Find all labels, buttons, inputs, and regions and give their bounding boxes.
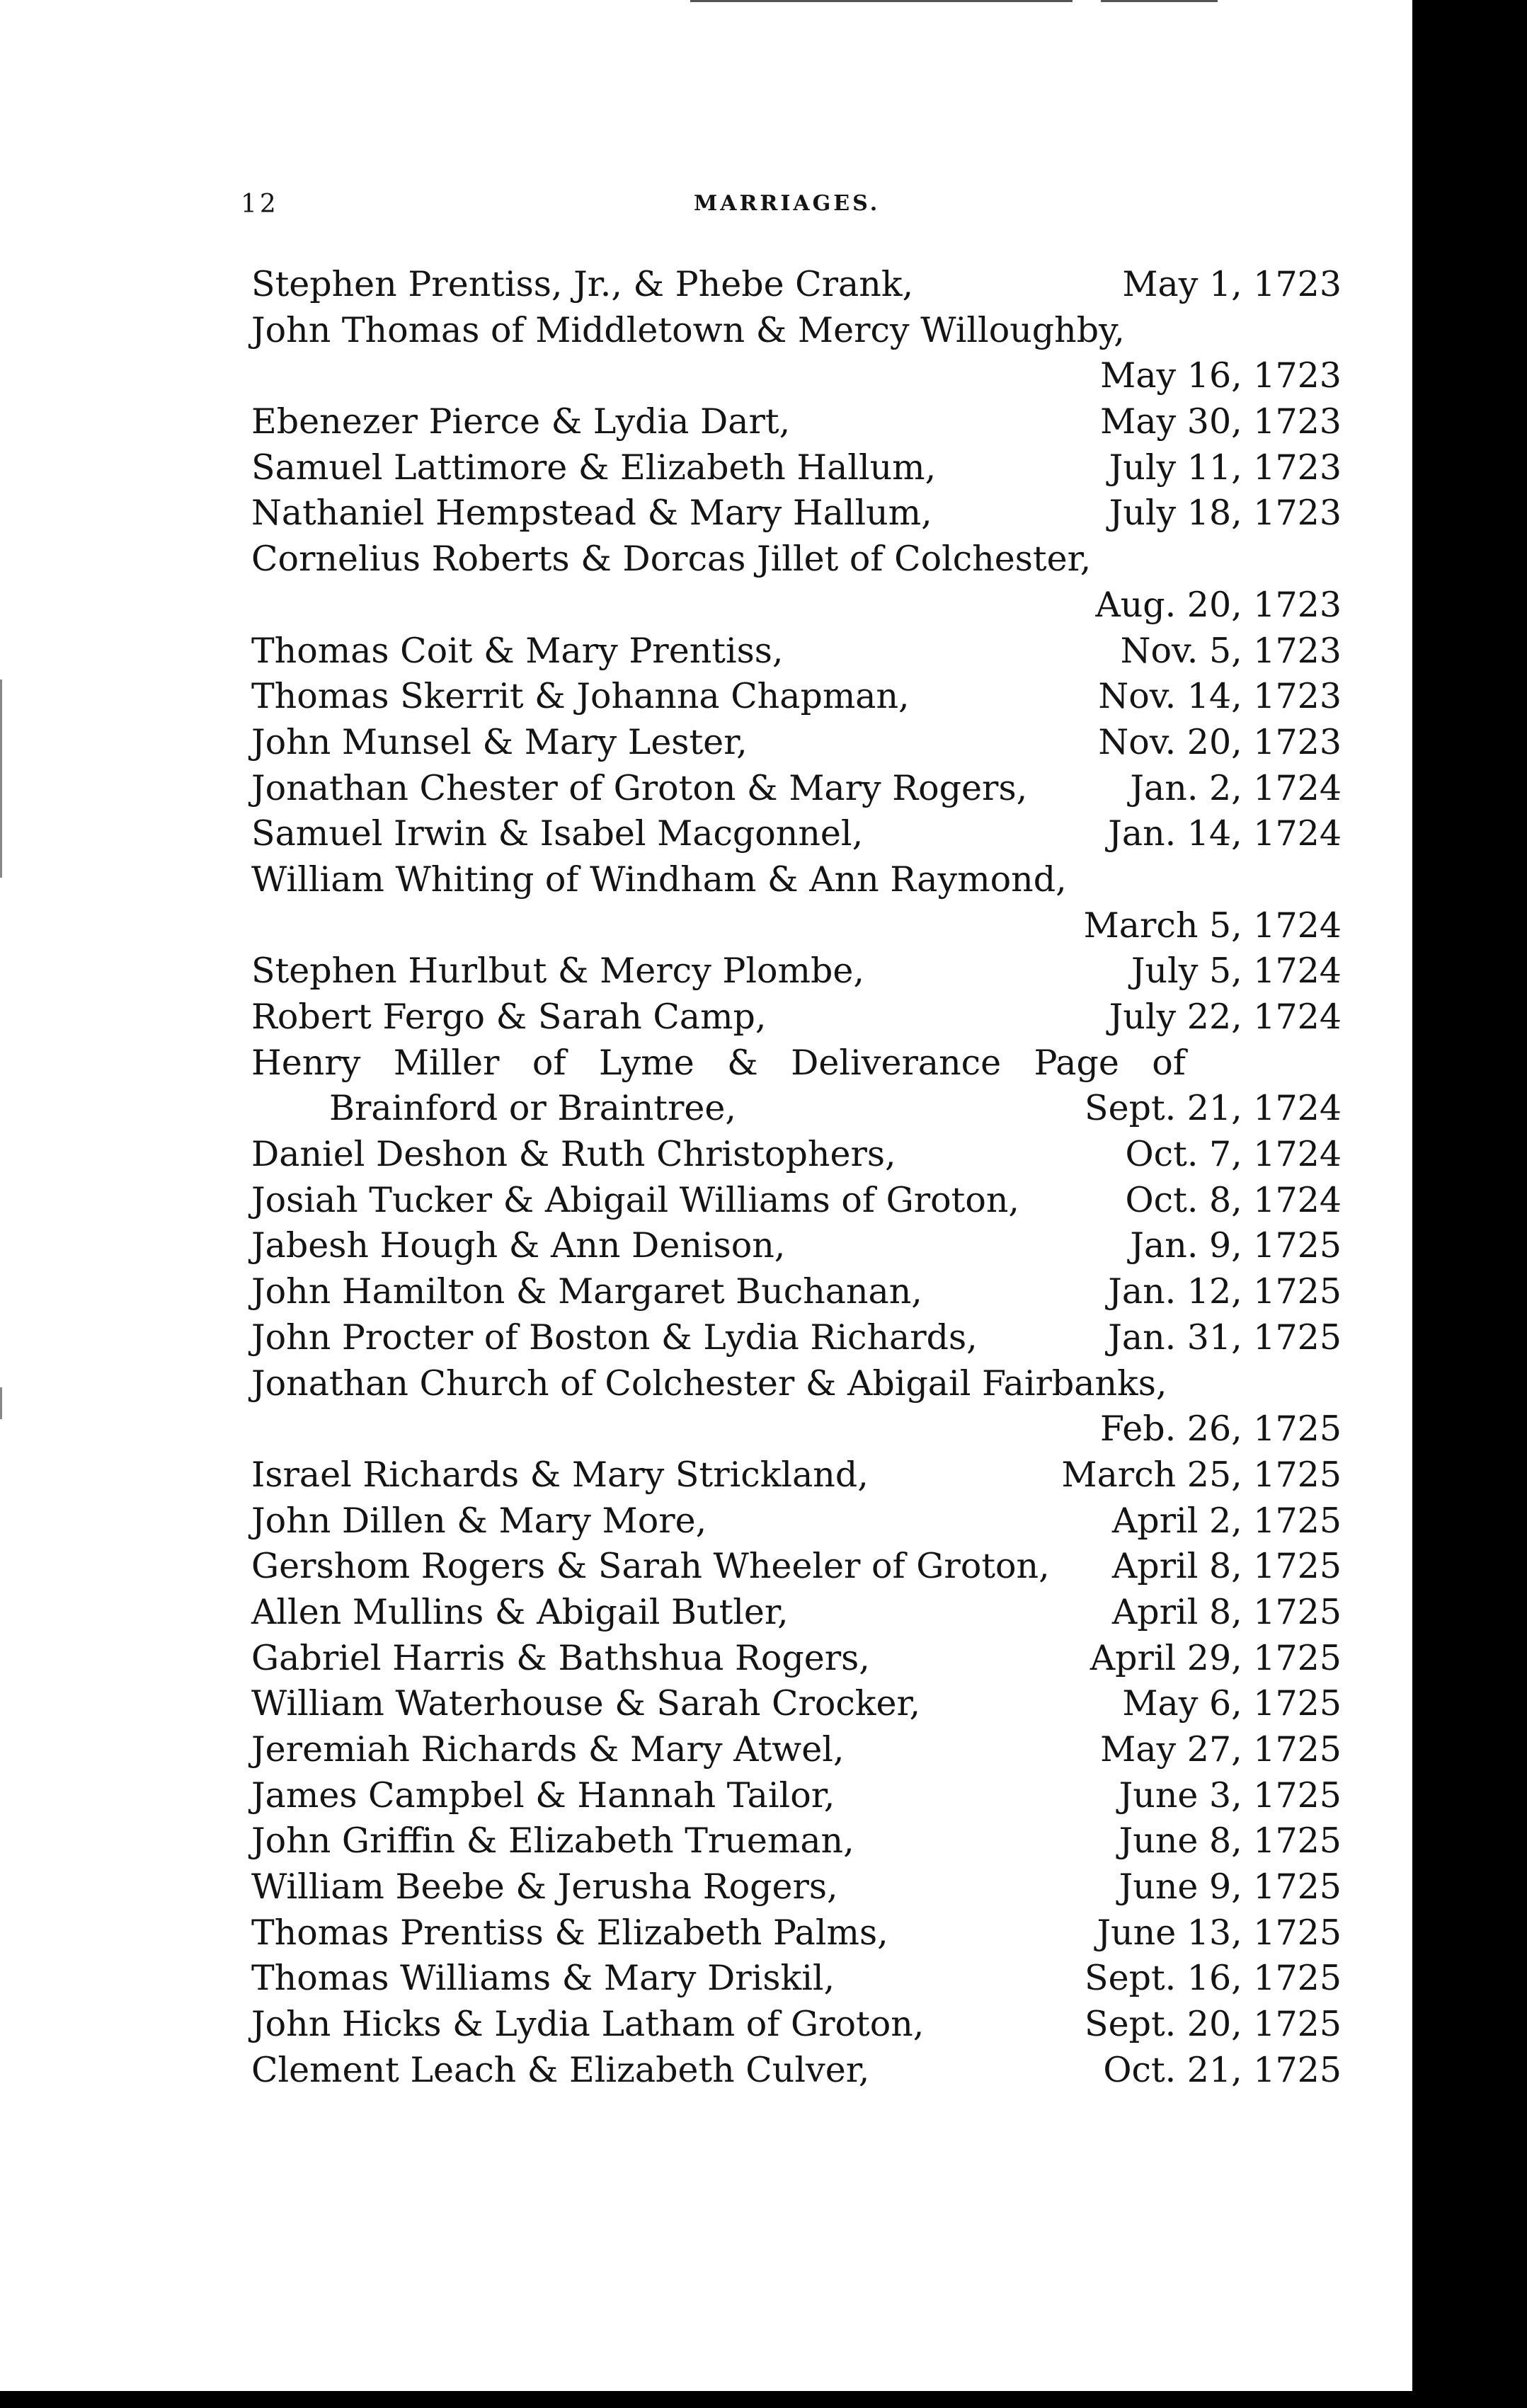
scan-edge-rule: [1101, 0, 1218, 2]
entry-names: Clement Leach & Elizabeth Culver,: [251, 2049, 870, 2090]
entry-date: Jan. 12, 1725: [1108, 1271, 1342, 1312]
entry-names: Samuel Irwin & Isabel Macgonnel,: [251, 813, 864, 854]
entry-date: Jan. 2, 1724: [1130, 767, 1342, 808]
entry-names: Thomas Coit & Mary Prentiss,: [251, 630, 784, 671]
entry-date: July 11, 1723: [1109, 447, 1342, 488]
entry-date: May 27, 1725: [1100, 1729, 1342, 1770]
entry-names: William Whiting of Windham & Ann Raymond,: [251, 859, 1067, 900]
entry-line: [251, 857, 1342, 903]
entry-names: Jeremiah Richards & Mary Atwel,: [251, 1729, 845, 1770]
entry-date: June 9, 1725: [1119, 1867, 1342, 1908]
entry-word: Miller: [393, 1042, 500, 1083]
entry-line: [251, 948, 1342, 994]
entry-names: William Beebe & Jerusha Rogers,: [251, 1867, 838, 1908]
entry-line: [251, 262, 1342, 308]
entry-line: [251, 1086, 1342, 1132]
entry-names: John Dillen & Mary More,: [251, 1500, 707, 1541]
entry-line: [251, 1361, 1342, 1407]
entry-line: [251, 583, 1342, 629]
entry-line: [251, 766, 1342, 812]
entry-names: Nathaniel Hempstead & Mary Hallum,: [251, 493, 932, 534]
entry-line: [251, 1269, 1342, 1315]
scan-edge-mark: [0, 680, 2, 878]
entry-names: Jonathan Church of Colchester & Abigail Fairbanks,: [251, 1363, 1167, 1404]
entry-word: Henry: [251, 1042, 361, 1083]
entry-date: March 25, 1725: [1061, 1454, 1342, 1495]
entry-names: [251, 1040, 1186, 1087]
marriage-list: [251, 262, 1342, 2094]
entry-names: Robert Fergo & Sarah Camp,: [251, 997, 767, 1037]
entry-line: [251, 1864, 1342, 1910]
running-head: MARRIAGES.: [694, 191, 881, 216]
entry-names: Stephen Prentiss, Jr., & Phebe Crank,: [251, 264, 914, 304]
entry-line: [251, 1498, 1342, 1544]
entry-word: &: [727, 1042, 758, 1083]
entry-line: [251, 1681, 1342, 1727]
entry-line: [251, 2002, 1342, 2048]
entry-word: of: [1152, 1042, 1186, 1083]
entry-names: Jabesh Hough & Ann Denison,: [251, 1225, 786, 1266]
entry-line: [251, 1544, 1342, 1590]
entry-names: John Hicks & Lydia Latham of Groton,: [251, 2004, 925, 2045]
entry-line: [251, 2048, 1342, 2094]
entry-date: April 8, 1725: [1111, 1591, 1342, 1632]
entry-date: Sept. 16, 1725: [1085, 1958, 1342, 1999]
entry-names: John Munsel & Mary Lester,: [251, 721, 748, 762]
entry-line: [251, 1452, 1342, 1498]
entry-line: [251, 1956, 1342, 2002]
entry-line: [251, 1223, 1342, 1269]
entry-line: [251, 537, 1342, 583]
entry-names: Brainford or Braintree,: [329, 1088, 736, 1129]
entry-date: Sept. 20, 1725: [1085, 2004, 1342, 2045]
entry-date: Jan. 14, 1724: [1108, 813, 1342, 854]
entry-line: [251, 353, 1342, 399]
entry-date: July 5, 1724: [1131, 951, 1342, 992]
entry-line: [251, 994, 1342, 1040]
entry-names: Gabriel Harris & Bathshua Rogers,: [251, 1637, 870, 1678]
entry-names: Jonathan Chester of Groton & Mary Rogers,: [251, 767, 1028, 808]
entry-date: Sept. 21, 1724: [1085, 1088, 1342, 1129]
page-header: [241, 190, 1338, 225]
entry-date: June 13, 1725: [1097, 1912, 1342, 1953]
entry-line: [251, 1040, 1342, 1087]
entry-line: [251, 1406, 1342, 1452]
entry-names: Daniel Deshon & Ruth Christophers,: [251, 1134, 896, 1175]
entry-line: [251, 720, 1342, 766]
entry-date: May 30, 1723: [1100, 401, 1342, 442]
scan-border-bottom: [0, 2391, 1527, 2408]
entry-date: Oct. 21, 1725: [1103, 2049, 1342, 2090]
entry-date: April 29, 1725: [1090, 1637, 1342, 1678]
entry-names: William Waterhouse & Sarah Crocker,: [251, 1683, 921, 1724]
entry-date: Feb. 26, 1725: [1099, 1409, 1342, 1450]
entry-line: [251, 491, 1342, 537]
entry-date: Jan. 9, 1725: [1130, 1225, 1342, 1266]
entry-names: Israel Richards & Mary Strickland,: [251, 1454, 869, 1495]
entry-line: [251, 399, 1342, 445]
entry-line: [251, 1636, 1342, 1682]
entry-date: Nov. 5, 1723: [1120, 630, 1342, 671]
scan-edge-mark: [0, 1387, 2, 1419]
entry-line: [251, 1818, 1342, 1864]
entry-names: James Campbel & Hannah Tailor,: [251, 1775, 835, 1816]
entry-date: May 16, 1723: [1100, 355, 1342, 396]
entry-date: July 22, 1724: [1109, 997, 1342, 1037]
entry-word: Deliverance: [791, 1042, 1002, 1083]
entry-line: [251, 1178, 1342, 1224]
entry-date: April 8, 1725: [1111, 1546, 1342, 1587]
entry-date: June 8, 1725: [1119, 1821, 1342, 1862]
entry-names: Thomas Williams & Mary Driskil,: [251, 1958, 835, 1999]
entry-line: [251, 445, 1342, 491]
entry-date: Aug. 20, 1723: [1095, 584, 1342, 625]
entry-date: May 1, 1723: [1122, 264, 1342, 304]
entry-names: John Griffin & Elizabeth Trueman,: [251, 1821, 854, 1862]
entry-names: Allen Mullins & Abigail Butler,: [251, 1591, 789, 1632]
entry-names: Thomas Prentiss & Elizabeth Palms,: [251, 1912, 888, 1953]
entry-date: Jan. 31, 1725: [1108, 1317, 1342, 1358]
entry-line: [251, 1132, 1342, 1178]
entry-names: Cornelius Roberts & Dorcas Jillet of Colchester,: [251, 539, 1092, 580]
scan-border-right: [1412, 0, 1527, 2408]
entry-names: Stephen Hurlbut & Mercy Plombe,: [251, 951, 864, 992]
entry-date: Nov. 20, 1723: [1098, 721, 1342, 762]
entry-names: John Hamilton & Margaret Buchanan,: [251, 1271, 922, 1312]
entry-date: Oct. 8, 1724: [1125, 1179, 1342, 1220]
entry-date: May 6, 1725: [1122, 1683, 1342, 1724]
entry-line: [251, 903, 1342, 949]
entry-line: [251, 1727, 1342, 1773]
entry-line: [251, 1590, 1342, 1636]
scan-edge-rule: [690, 0, 1073, 2]
entry-date: July 18, 1723: [1109, 493, 1342, 534]
entry-line: [251, 629, 1342, 675]
entry-names: Gershom Rogers & Sarah Wheeler of Groton,: [251, 1546, 1050, 1587]
entry-line: [251, 1910, 1342, 1956]
entry-names: Ebenezer Pierce & Lydia Dart,: [251, 401, 791, 442]
entry-word: Lyme: [598, 1042, 694, 1083]
entry-line: [251, 1773, 1342, 1819]
entry-date: April 2, 1725: [1111, 1500, 1342, 1541]
entry-names: John Thomas of Middletown & Mercy Willoughby,: [251, 309, 1125, 350]
entry-line: [251, 674, 1342, 720]
entry-names: John Procter of Boston & Lydia Richards,: [251, 1317, 978, 1358]
entry-word: Page: [1034, 1042, 1119, 1083]
entry-date: June 3, 1725: [1119, 1775, 1342, 1816]
entry-date: Nov. 14, 1723: [1098, 676, 1342, 717]
page-number: 12: [241, 190, 279, 219]
entry-names: Josiah Tucker & Abigail Williams of Groton,: [251, 1179, 1019, 1220]
entry-word: of: [532, 1042, 566, 1083]
entry-line: [251, 308, 1342, 354]
entry-date: Oct. 7, 1724: [1125, 1134, 1342, 1175]
entry-names: Thomas Skerrit & Johanna Chapman,: [251, 676, 910, 717]
entry-line: [251, 811, 1342, 857]
entry-date: March 5, 1724: [1083, 905, 1342, 946]
entry-names: Samuel Lattimore & Elizabeth Hallum,: [251, 447, 937, 488]
entry-line: [251, 1315, 1342, 1361]
